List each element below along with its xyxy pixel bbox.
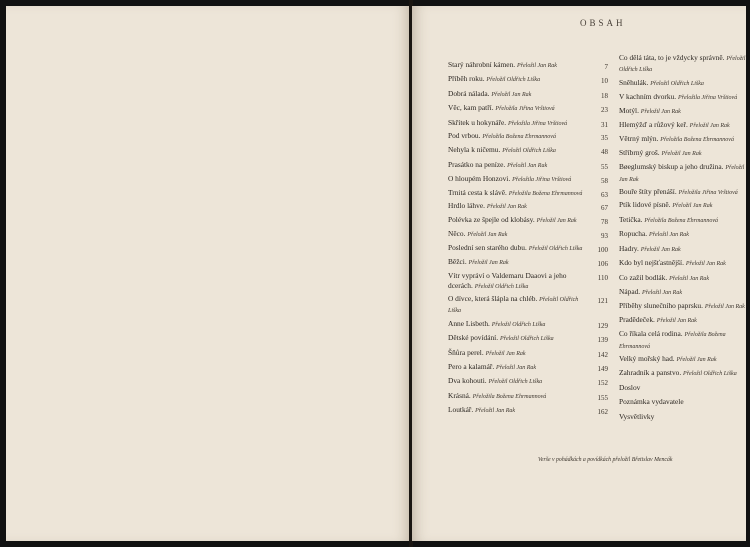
toc-entry [448, 391, 608, 402]
right-page [412, 6, 746, 541]
toc-entry [619, 329, 746, 352]
entry-translator: Přeložil Oldřich Liška [650, 80, 704, 87]
entry-title: Vítr vypráví o Valdemaru Daaovi a jeho dcerách. [448, 271, 567, 290]
entry-page-number: 100 [597, 246, 608, 255]
entry-title: Co dělá táta, to je vždycky správně. [619, 53, 725, 62]
entry-title: Běžci. [448, 256, 467, 266]
toc-entry [448, 188, 608, 199]
entry-page-number: 155 [597, 393, 608, 402]
entry-title: Bouře štíty přenáší. [619, 187, 677, 197]
entry-translator: Přeložil Jan Rak [507, 162, 548, 169]
entry-page-number: 139 [597, 336, 608, 345]
toc-column-2 [619, 53, 746, 426]
entry-translator: Přeložil Oldřich Liška [499, 336, 554, 343]
entry-translator: Přeložil Jan Rak [669, 275, 710, 282]
toc-entry [619, 92, 746, 103]
entry-translator: Přeložila Božena Ehrmannová [619, 332, 726, 350]
entry-title: Trnitá cesta k slávě. [448, 187, 507, 197]
entry-translator: Přeložil Jan Rak [485, 350, 526, 357]
toc-entry [448, 103, 608, 114]
toc-entry [619, 273, 746, 284]
toc-entry [619, 78, 746, 89]
entry-translator: Přeložila Božena Ehrmannová [472, 393, 547, 400]
entry-page-number: 162 [597, 408, 608, 417]
entry-translator: Přeložil Oldřich Liška [486, 77, 541, 84]
entry-title: Loutkář. [448, 405, 474, 415]
entry-title: Dobrá nálada. [448, 88, 490, 98]
toc-entry [448, 257, 608, 268]
entry-translator: Přeložil Jan Rak [689, 123, 730, 130]
toc-entry [448, 145, 608, 156]
entry-translator: Přeložil Jan Rak [640, 246, 681, 253]
toc-entry [619, 148, 746, 159]
entry-page-number: 110 [597, 274, 608, 283]
toc-entry [448, 160, 608, 171]
toc-entry [448, 74, 608, 85]
entry-translator: Přeložil Oldřich Liška [619, 56, 746, 74]
entry-translator: Přeložila Božena Ehrmannová [660, 137, 734, 144]
entry-title: Hrdlo láhve. [448, 201, 485, 211]
entry-title: O hloupém Honzovi. [448, 174, 511, 184]
entry-title: Nápad. [619, 286, 641, 296]
entry-title: Pradědeček. [619, 314, 655, 324]
toc-entry [619, 315, 746, 326]
entry-title: Věc, kam patří. [448, 103, 494, 113]
entry-page-number: 23 [601, 106, 608, 115]
toc-entry [448, 60, 608, 71]
toc-entry [619, 53, 746, 76]
entry-title: Vysvětlivky [619, 411, 655, 421]
entry-title: Poznámka vydavatele [619, 397, 684, 407]
entry-page-number: 48 [601, 148, 608, 157]
entry-title: Zahradník a panstvo. [619, 368, 682, 378]
toc-entry [619, 120, 746, 131]
toc-entry [619, 244, 746, 255]
entry-title: Příběhy slunečního paprsku. [619, 301, 703, 311]
entry-translator: Přeložila Jiřina Vrštiová [507, 120, 568, 127]
toc-entry [448, 118, 608, 129]
entry-title: Co říkala celá rodina. [619, 329, 683, 339]
page-heading: OBSAH [580, 18, 626, 28]
entry-translator: Přeložil Jan Rak [661, 150, 702, 157]
entry-translator: Přeložil Jan Rak [467, 231, 508, 238]
entry-title: Stříbrný groš. [619, 147, 660, 157]
toc-entry [448, 294, 608, 317]
toc-entry [619, 187, 746, 198]
entry-title: Nehyla k ničemu. [448, 145, 501, 155]
toc-entry [619, 258, 746, 269]
entry-page-number: 18 [601, 91, 608, 100]
entry-title: Polévka ze špejle od klobásy. [448, 215, 535, 225]
entry-translator: Přeložil Jan Rak [475, 408, 516, 415]
toc-entry [619, 354, 746, 365]
entry-page-number: 78 [601, 218, 608, 227]
entry-title: Ropucha. [619, 229, 648, 239]
entry-title: Prasátko na peníze. [448, 159, 506, 169]
entry-translator: Přeložil Oldřich Liška [491, 321, 546, 328]
entry-title: Starý náhrobní kámen. [448, 60, 516, 69]
entry-title: Větrný mlýn. [619, 134, 659, 144]
toc-entry [448, 271, 608, 292]
toc-entry [619, 287, 746, 298]
toc-entry [448, 348, 608, 359]
toc-entry [448, 131, 608, 142]
toc-entry [448, 243, 608, 254]
toc-entry [619, 301, 746, 312]
entry-translator: Přeložil Jan Rak [676, 356, 717, 363]
entry-translator: Přeložil Jan Rak [516, 63, 557, 69]
toc-entry [619, 229, 746, 240]
entry-page-number: 106 [597, 259, 608, 268]
entry-title: Doslov [619, 382, 641, 392]
entry-page-number: 31 [601, 120, 608, 129]
entry-title: Šňůra perel. [448, 347, 484, 357]
entry-title: Poslední sen starého dubu. [448, 243, 527, 253]
toc-column-1 [448, 60, 608, 420]
entry-title: Dva kohouti. [448, 376, 487, 386]
entry-translator: Přeložil Oldřich Liška [448, 296, 579, 315]
entry-title: Něco. [448, 228, 466, 238]
entry-page-number: 67 [601, 204, 608, 213]
translator-note: Verše v pohádkách a povídkách přeložil Břetislav Mencák [538, 457, 673, 463]
entry-title: Bøeglumský biskup a jeho družina. [619, 162, 724, 172]
entry-title: Příběh roku. [448, 74, 485, 84]
entry-translator: Přeložil Jan Rak [486, 204, 527, 211]
toc-entry [448, 405, 608, 416]
entry-translator: Přeložila Božena Ehrmannová [508, 190, 583, 197]
entry-title: Pod vrbou. [448, 131, 481, 141]
toc-entry [619, 162, 746, 185]
entry-title: V kachním dvorku. [619, 92, 677, 102]
entry-title: Hlemýžď a růžový keř. [619, 120, 688, 130]
entry-page-number: 55 [601, 162, 608, 171]
entry-translator: Přeložil Oldřich Liška [488, 379, 543, 386]
entry-page-number: 142 [597, 350, 608, 359]
left-page [6, 6, 410, 541]
entry-translator: Přeložila Jiřina Vrštiová [678, 190, 738, 197]
entry-title: Pero a kalamář. [448, 361, 495, 371]
toc-entry [619, 200, 746, 211]
toc-entry [448, 201, 608, 212]
entry-page-number: 149 [597, 364, 608, 373]
entry-page-number: 152 [597, 379, 608, 388]
entry-translator: Přeložil Oldřich Liška [502, 148, 556, 155]
entry-title: Ptík lidové písně. [619, 200, 671, 210]
entry-translator: Přeložil Jan Rak [685, 261, 726, 268]
entry-translator: Přeložila Jiřina Vrštiová [512, 177, 572, 184]
entry-title: O dívce, která šlápla na chléb. [448, 293, 538, 303]
toc-entry [448, 319, 608, 330]
entry-translator: Přeložil Oldřich Liška [683, 371, 737, 378]
entry-translator: Přeložil Jan Rak [536, 218, 577, 225]
entry-title: Velký mořský had. [619, 353, 675, 363]
entry-title: Co zažil bodlák. [619, 272, 668, 282]
entry-page-number: 58 [601, 177, 608, 186]
toc-entry [619, 412, 746, 423]
entry-title: Dětské povídání. [448, 333, 499, 343]
entry-translator: Přeložil Oldřich Liška [528, 246, 583, 253]
entry-page-number: 10 [601, 77, 608, 86]
toc-entry [619, 106, 746, 117]
entry-title: Anne Lisbeth. [448, 318, 490, 328]
entry-translator: Přeložil Jan Rak [672, 203, 713, 210]
entry-translator: Přeložil Jan Rak [704, 304, 745, 311]
entry-page-number: 93 [601, 231, 608, 240]
entry-title: Skřítek u hokynáře. [448, 117, 507, 127]
entry-page-number: 121 [597, 296, 608, 305]
entry-title: Kdo byl nejšťastnější. [619, 258, 684, 268]
toc-entry [448, 376, 608, 387]
entry-translator: Přeložila Jiřina Vrštiová [678, 95, 738, 102]
toc-entry [448, 362, 608, 373]
toc-entry [619, 215, 746, 226]
entry-translator: Přeložila Božena Ehrmannová [644, 217, 719, 224]
entry-page-number: 63 [601, 190, 608, 199]
entry-translator: Přeložila Božena Ehrmannová [482, 134, 556, 141]
toc-entry [619, 383, 746, 394]
entry-translator: Přeložil Oldřich Liška [474, 283, 529, 290]
entry-translator: Přeložil Jan Rak [640, 108, 681, 115]
entry-translator: Přeložil Jan Rak [648, 232, 689, 239]
entry-translator: Přeložil Jan Rak [656, 317, 697, 324]
entry-title: Krásná. [448, 390, 471, 400]
entry-page-number: 129 [597, 321, 608, 330]
entry-title: Hadry. [619, 243, 639, 253]
toc-entry [448, 89, 608, 100]
entry-page-number: 7 [604, 63, 608, 71]
entry-title: Tetička. [619, 214, 643, 224]
toc-entry [448, 229, 608, 240]
entry-translator: Přeložil Jan Rak [468, 259, 509, 266]
toc-entry [619, 368, 746, 379]
toc-entry [619, 397, 746, 408]
entry-translator: Přeložil Jan Rak [642, 289, 682, 296]
entry-translator: Přeložila Jiřina Vrštiová [495, 106, 555, 113]
toc-entry [619, 134, 746, 145]
toc-entry [448, 215, 608, 226]
entry-page-number: 35 [601, 134, 608, 143]
entry-title: Sněhulák. [619, 77, 649, 87]
entry-title: Motýl. [619, 105, 639, 115]
entry-translator: Přeložil Jan Rak [496, 364, 537, 371]
toc-entry [448, 174, 608, 185]
entry-translator: Přeložil Jan Rak [491, 91, 532, 98]
entry-translator: Přeložil Jan Rak [619, 165, 745, 183]
toc-entry [448, 333, 608, 344]
